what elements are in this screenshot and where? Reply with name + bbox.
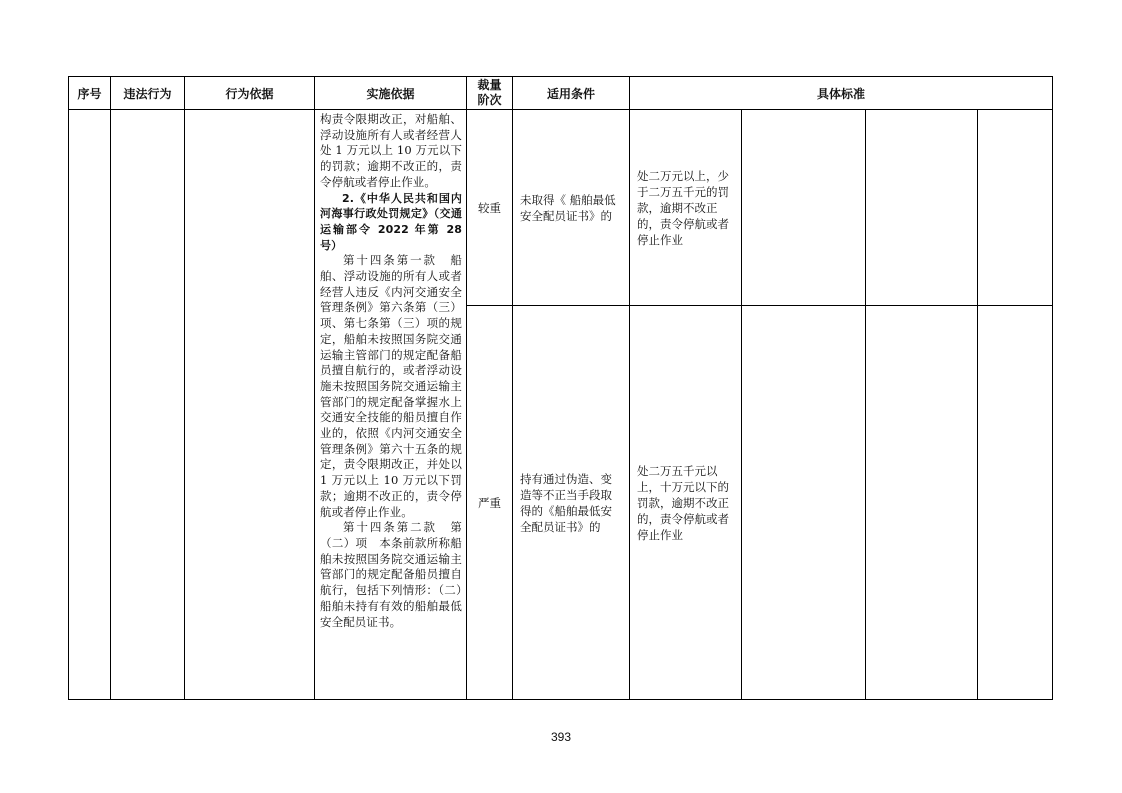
basis-paragraph: 第十四条第一款 船舶、浮动设施的所有人或者经营人违反《内河交通安全管理条例》第六条第（三）项、第七条第（三）项的规定，船舶未按照国务院交通运输主管部门的规定配备船员擅自航行的，或者浮动设施未按照国务院交通运输主管部门的规定配备掌握水上交通安全技能的船员擅自作业的，依照《内河交通安全管理条例》第六十五条的规定，责令限期改正，并处以 1 万元以上 10 万元以下罚款；逾期不改正的，责令停航或者停止作业。 — [320, 253, 462, 519]
penalty-discretion-table — [68, 76, 1053, 700]
header-serial-no: 序号 — [69, 77, 111, 110]
cell-level: 严重 — [467, 306, 513, 700]
header-implementation-basis: 实施依据 — [315, 77, 467, 110]
cell-empty — [742, 306, 866, 700]
cell-standard: 处二万五千元以上，十万元以下的罚款，逾期不改正的，责令停航或者停止作业 — [630, 306, 742, 700]
cell-empty — [978, 306, 1053, 700]
header-violation: 违法行为 — [111, 77, 185, 110]
header-level-line1: 裁量 — [477, 78, 502, 92]
cell-standard: 处二万元以上，少于二万五千元的罚款，逾期不改正的，责令停航或者停止作业 — [630, 110, 742, 306]
cell-level: 较重 — [467, 110, 513, 306]
cell-condition: 未取得《 船舶最低安全配员证书》的 — [513, 110, 630, 306]
header-specific-standard: 具体标准 — [630, 77, 1053, 110]
cell-legal-basis — [185, 110, 315, 700]
basis-paragraph: 构责令限期改正，对船舶、浮动设施所有人或者经营人处 1 万元以上 10 万元以下的罚款；逾期不改正的，责令停航或者停止作业。 — [320, 112, 462, 189]
cell-empty — [866, 306, 978, 700]
cell-empty — [978, 110, 1053, 306]
basis-regulation-title: 2.《中华人民共和国内河海事行政处罚规定》（交通运输部令 2022 年第 28 号） — [320, 191, 462, 252]
page-number: 393 — [550, 730, 572, 744]
basis-paragraph: 第十四条第二款 第（二）项 本条前款所称船舶未按照国务院交通运输主管部门的规定配备船员擅自航行，包括下列情形：（二）船舶未持有有效的船舶最低安全配员证书。 — [320, 520, 462, 629]
cell-violation — [111, 110, 185, 700]
cell-serial-no — [69, 110, 111, 700]
cell-empty — [866, 110, 978, 306]
header-level-line2: 阶次 — [477, 93, 502, 107]
table-header-row — [69, 77, 1053, 110]
table-row — [69, 110, 1053, 306]
header-discretion-level — [467, 77, 513, 110]
cell-condition: 持有通过伪造、变造等不正当手段取得的《船舶最低安全配员证书》的 — [513, 306, 630, 700]
header-applicable-condition: 适用条件 — [513, 77, 630, 110]
cell-implementation-basis — [315, 110, 467, 700]
header-legal-basis: 行为依据 — [185, 77, 315, 110]
cell-empty — [742, 110, 866, 306]
